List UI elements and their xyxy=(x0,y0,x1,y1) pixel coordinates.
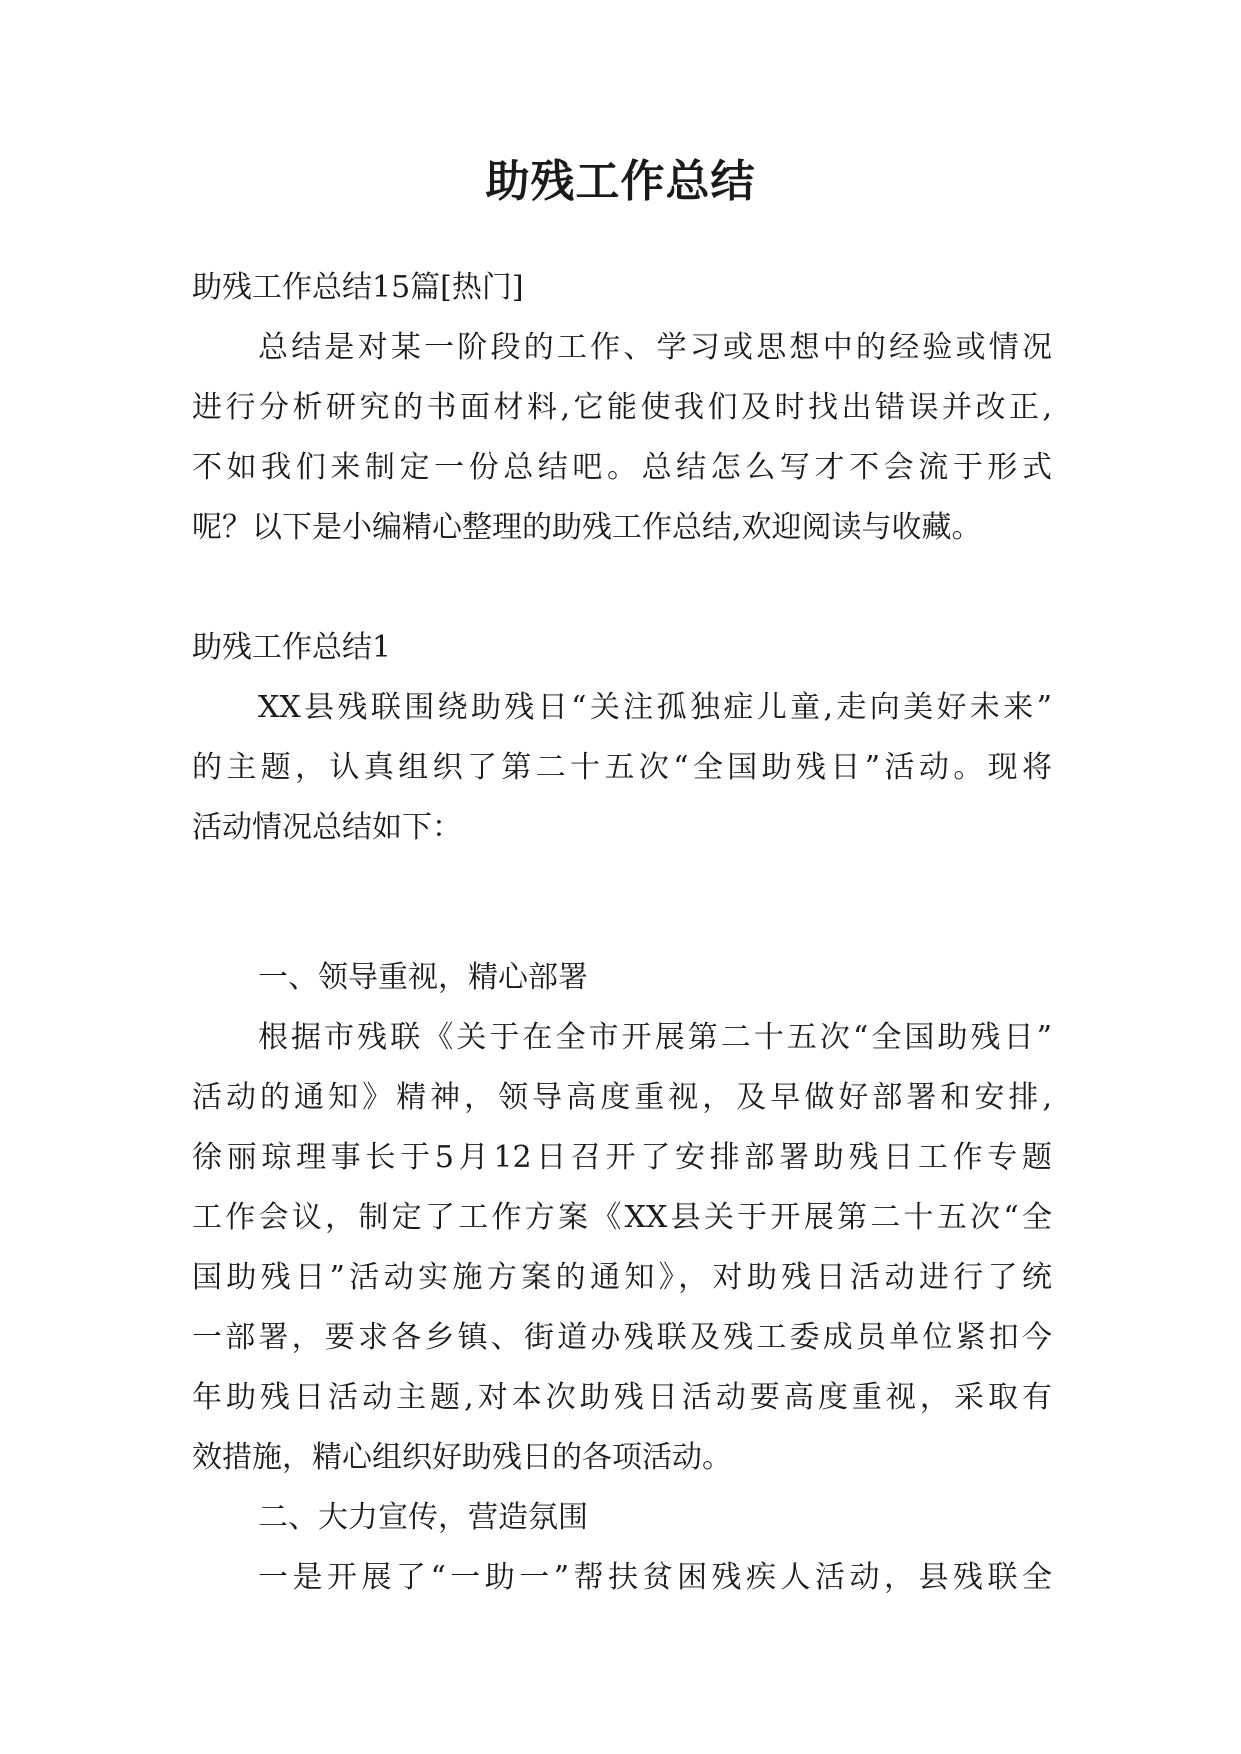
paragraph-line: 根据市残联《关于在全市开展第二十五次“全国助残日” xyxy=(258,1020,1052,1055)
paragraph-line: 的主题，认真组织了第二十五次“全国助残日”活动。现将 xyxy=(192,750,1052,785)
part-paragraph xyxy=(192,1548,1052,1608)
paragraph-line: 进行分析研究的书面材料,它能使我们及时找出错误并改正, xyxy=(192,390,1052,425)
paragraph-line: XX县残联围绕助残日“关注孤独症儿童,走向美好未来” xyxy=(258,690,1052,725)
document-body xyxy=(192,258,1052,1608)
paragraph-line: 总结是对某一阶段的工作、学习或思想中的经验或情况 xyxy=(258,330,1052,365)
paragraph-line: 不如我们来制定一份总结吧。总结怎么写才不会流于形式 xyxy=(192,450,1052,485)
paragraph-line: 活动的通知》精神，领导高度重视，及早做好部署和安排, xyxy=(192,1080,1052,1115)
paragraph-spacer xyxy=(192,858,1052,948)
paragraph-line: 活动情况总结如下： xyxy=(192,810,462,845)
paragraph-line: 工作会议，制定了工作方案《XX县关于开展第二十五次“全 xyxy=(192,1200,1052,1235)
paragraph-spacer xyxy=(192,558,1052,618)
paragraph-line: 效措施，精心组织好助残日的各项活动。 xyxy=(192,1440,732,1475)
paragraph-line: 年助残日活动主题,对本次助残日活动要高度重视，采取有 xyxy=(192,1380,1052,1415)
paragraph-line: 呢？以下是小编精心整理的助残工作总结,欢迎阅读与收藏。 xyxy=(192,510,982,545)
paragraph-line: 国助残日”活动实施方案的通知》，对助残日活动进行了统 xyxy=(192,1260,1052,1295)
paragraph-line: 一部署，要求各乡镇、街道办残联及残工委成员单位紧扣今 xyxy=(192,1320,1052,1355)
intro-paragraph xyxy=(192,318,1052,558)
section-heading: 助残工作总结1 xyxy=(192,630,392,665)
section-intro-paragraph xyxy=(192,678,1052,858)
part-heading: 一、领导重视，精心部署 xyxy=(258,960,588,995)
part-paragraph xyxy=(192,1008,1052,1488)
paragraph-line: 徐丽琼理事长于5月12日召开了安排部署助残日工作专题 xyxy=(192,1140,1052,1175)
document-subtitle: 助残工作总结15篇[热门] xyxy=(192,270,524,305)
part-heading: 二、大力宣传，营造氛围 xyxy=(258,1500,588,1535)
paragraph-line: 一是开展了“一助一”帮扶贫困残疾人活动，县残联全 xyxy=(258,1560,1052,1595)
document-title: 助残工作总结 xyxy=(485,156,756,207)
